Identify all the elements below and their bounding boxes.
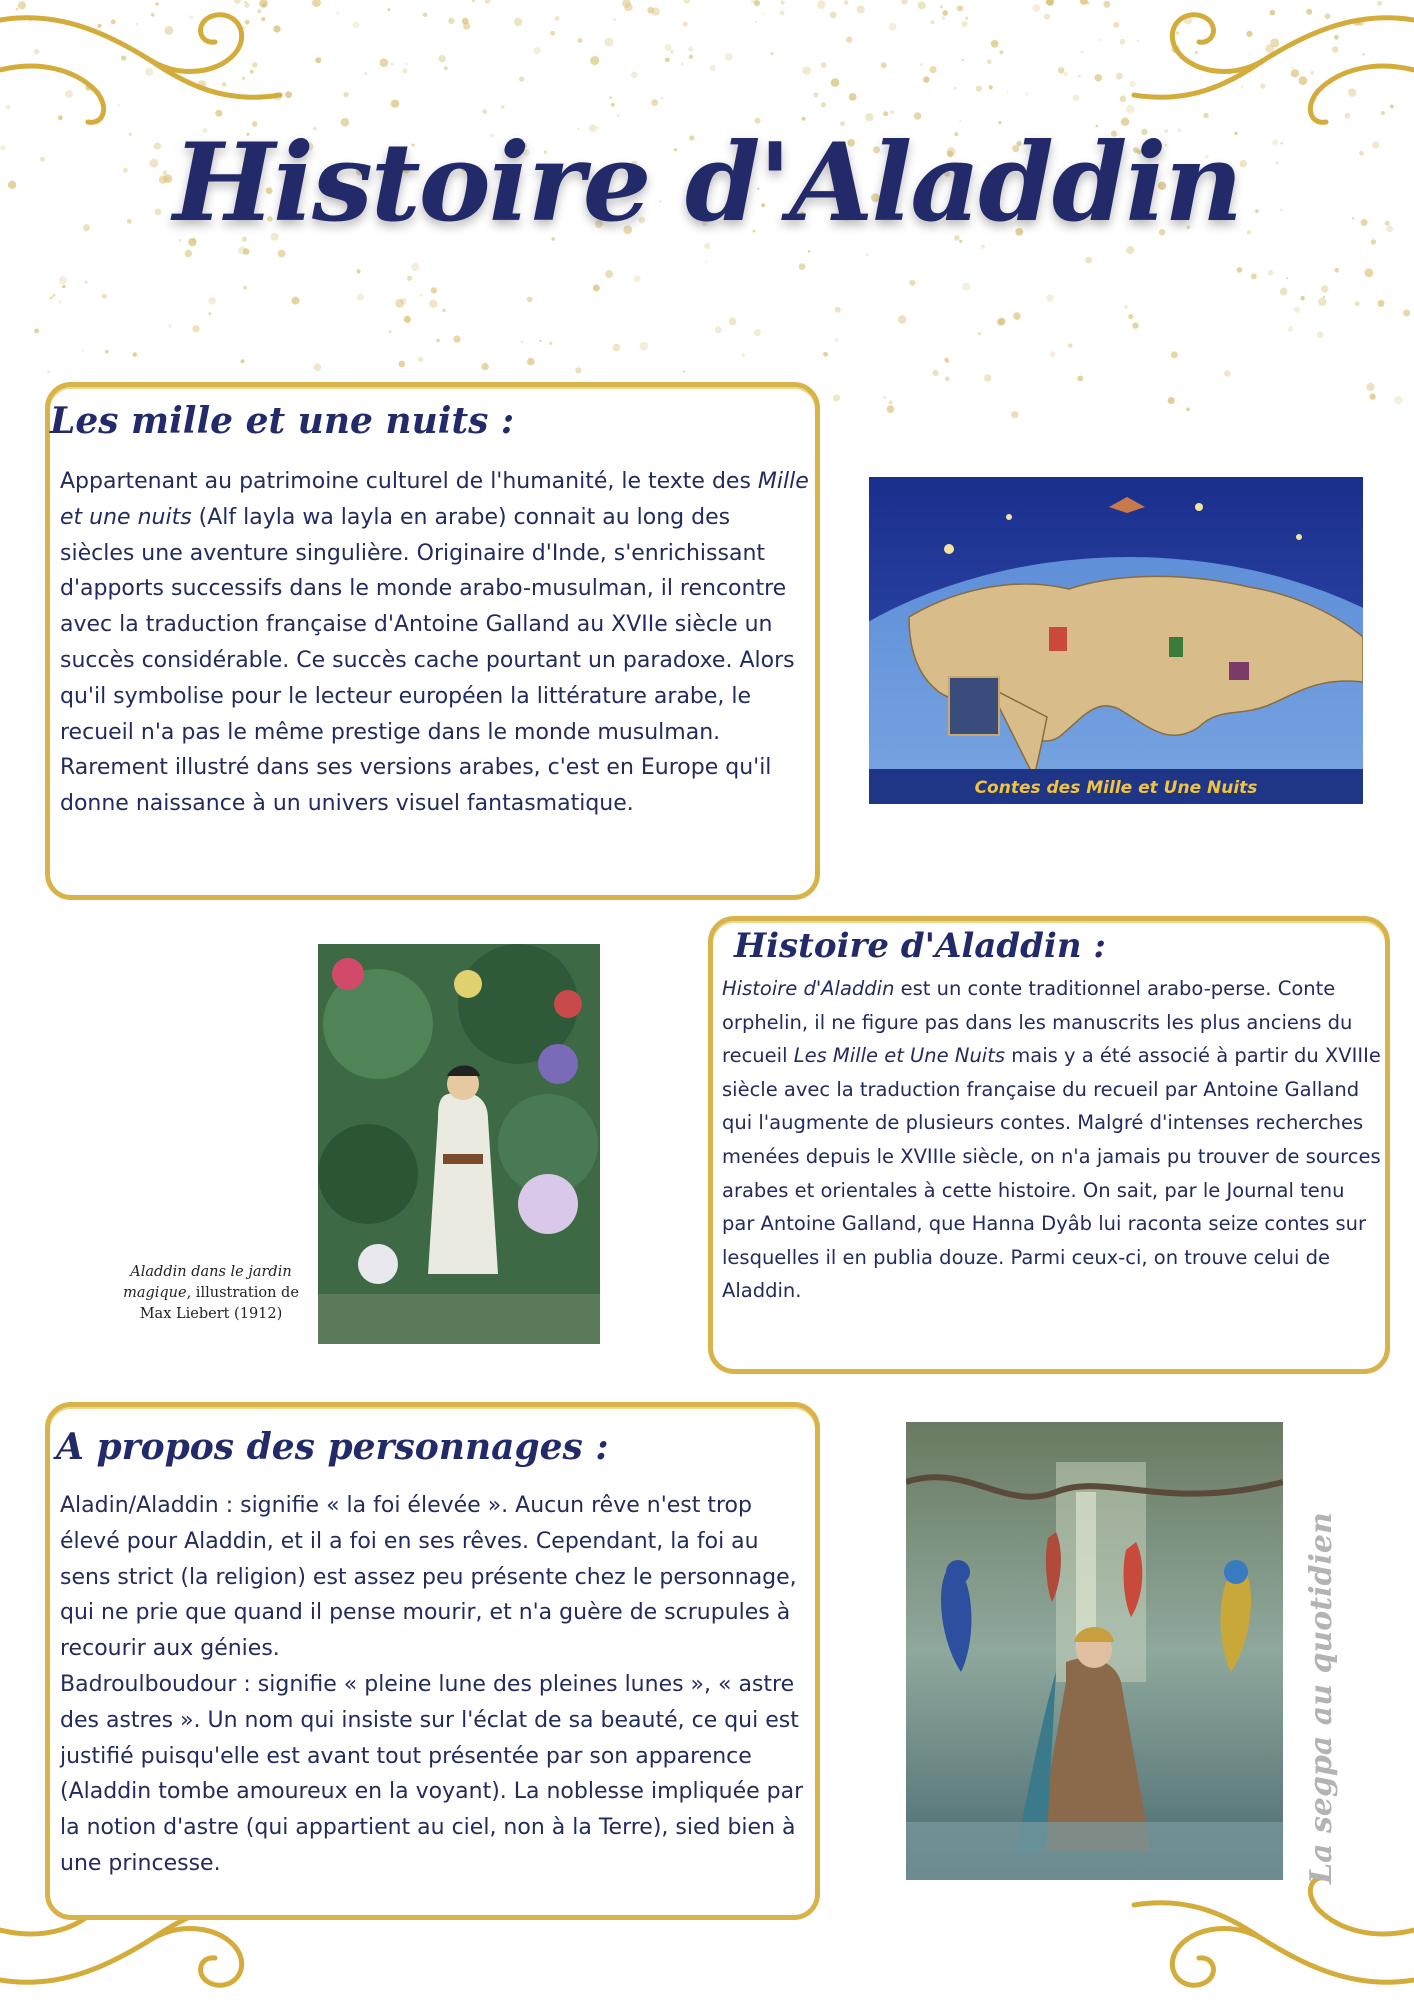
page-title: Histoire d'Aladdin [173, 120, 1241, 246]
section-text-mille-nuits: Appartenant au patrimoine culturel de l'humanité, le texte des Mille et une nuits (Alf layla wa layla en arabe) connait au long des siècles une aventure singulière. Originaire d'Inde, s'enrichissant d'apports successifs dans le monde arabo-musulman, il rencontre avec la traduction française d'Antoine Galland au XVIIe siècle un succès considérable. Ce succès cache pourtant un paradoxe. Alors qu'il symbolise pour le lecteur européen la littérature arabe, le recueil n'a pas le même prestige dans le monde musulman. Rarement illustré dans ses versions arabes, c'est en Europe qu'il donne naissance à un univers visuel fantasmatique. [60, 469, 809, 817]
section-text-histoire-aladdin: Histoire d'Aladdin est un conte traditionnel arabo-perse. Conte orphelin, il ne figure pas dans les manuscrits les plus anciens du recueil Les Mille et Une Nuits mais y a été associé à partir du XVIIIe siècle avec la traduction française du recueil par Antoine Galland qui l'augmente de plusieurs contes. Malgré d'intenses recherches menées depuis le XVIIIe siècle, on n'a jamais pu trouver de sources arabes et orientales à cette histoire. On sait, par le Journal tenu par Antoine Galland, que Hanna Dyâb lui raconta seize contes sur lesquelles il en publia douze. Parmi ceux-ci, on trouve celui de Aladdin. [722, 977, 1381, 1303]
map-banner-text: Contes des Mille et Une Nuits [974, 778, 1258, 798]
mille-nuits-map-illustration [869, 477, 1363, 804]
princess-illustration [906, 1422, 1283, 1880]
section-heading-mille-nuits: Les mille et une nuits : [50, 400, 515, 442]
corner-swirl-ornament [1114, 0, 1414, 140]
watermark-signature: La segpa au quotidien [1304, 1512, 1339, 1884]
corner-swirl-ornament [0, 0, 300, 140]
aladdin-garden-illustration [318, 944, 600, 1344]
section-heading-histoire-aladdin: Histoire d'Aladdin : [734, 926, 1106, 966]
paragraph-aladdin: Aladin/Aladdin : signifie « la foi élevée ». Aucun rêve n'est trop élevé pour Aladdin, et il a foi en ses rêves. Cependant, la foi au sens strict (la religion) est assez peu présente chez le personnage, qui ne prie que quand il pense mourir, et n'a guère de scrupules à recourir aux génies. [60, 1493, 797, 1662]
section-heading-personnages: A propos des personnages : [56, 1426, 609, 1468]
section-text-personnages [60, 1488, 810, 1882]
illustration-caption: Aladdin dans le jardin magique, illustration de Max Liebert (1912) [123, 1264, 299, 1322]
paragraph-badroulboudour: Badroulboudour : signifie « pleine lune des pleines lunes », « astre des astres ». Un nom qui insiste sur l'éclat de sa beauté, ce qui est justifié puisqu'elle est avant tout présentée par son apparence (Aladdin tombe amoureux en la voyant). La noblesse impliquée par la notion d'astre (qui appartient au ciel, non à la Terre), sied bien à une princesse. [60, 1671, 804, 1876]
corner-swirl-ornament [1114, 1860, 1414, 2000]
